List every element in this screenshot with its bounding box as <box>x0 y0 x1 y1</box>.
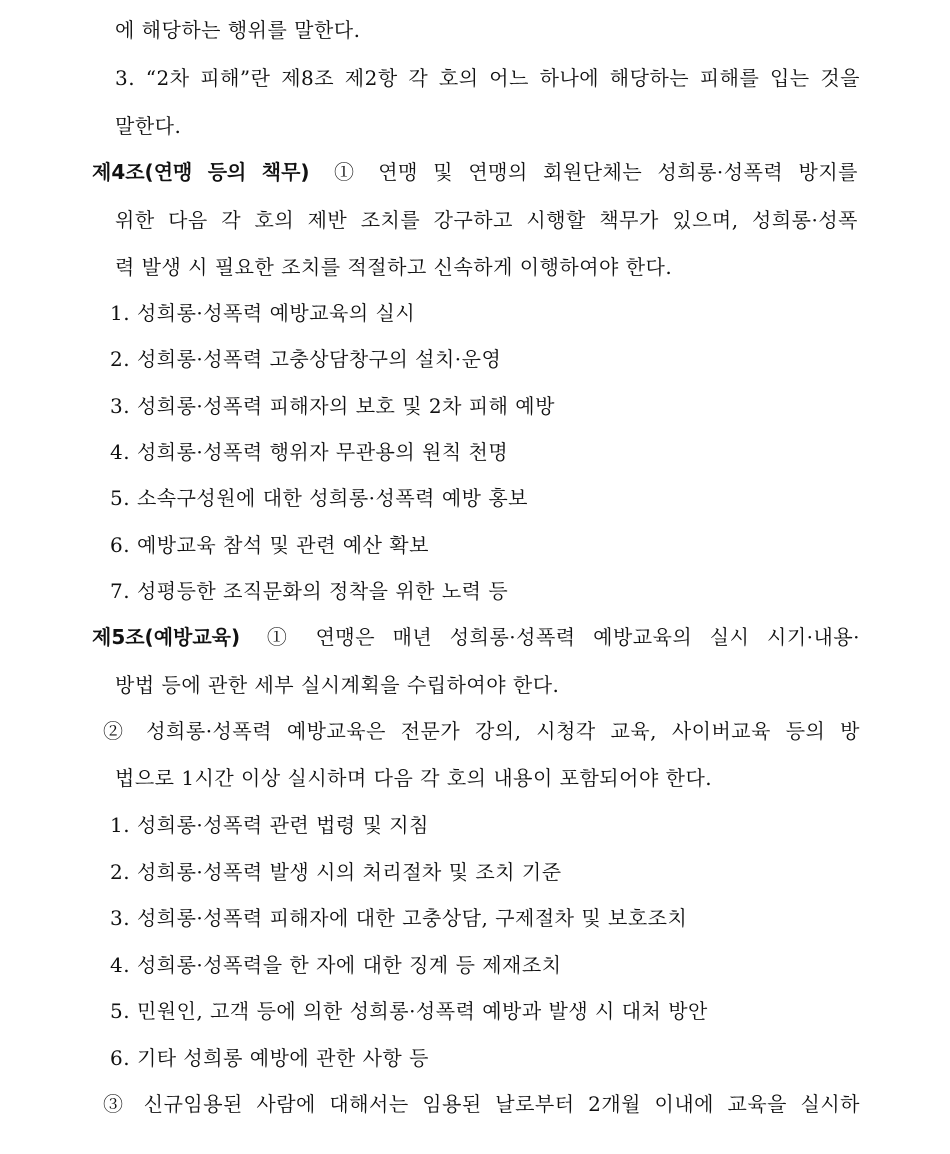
article-5-paragraph-3: ③ 신규임용된 사람에 대해서는 임용된 날로부터 2개월 이내에 교육을 실시하 <box>103 1092 860 1116</box>
text-line: 법으로 1시간 이상 실시하며 다음 각 호의 내용이 포함되어야 한다. <box>115 766 713 790</box>
article-5-heading: 제5조(예방교육) <box>92 625 241 649</box>
list-item: 2. 성희롱·성폭력 고충상담창구의 설치·운영 <box>110 347 502 371</box>
text-line: 에 해당하는 행위를 말한다. <box>115 18 361 42</box>
list-item: 3. 성희롱·성폭력 피해자의 보호 및 2차 피해 예방 <box>110 394 555 418</box>
article-4-heading: 제4조(연맹 등의 책무) <box>92 160 310 184</box>
text-line: 위한 다음 각 호의 제반 조치를 강구하고 시행할 책무가 있으며, 성희롱·성폭 <box>115 208 858 232</box>
article-4-first-line <box>92 160 858 184</box>
article-4-paragraph-1: ① 연맹 및 연맹의 회원단체는 성희롱·성폭력 방지를 <box>325 160 859 184</box>
list-item: 1. 성희롱·성폭력 예방교육의 실시 <box>110 301 416 325</box>
list-item: 7. 성평등한 조직문화의 정착을 위한 노력 등 <box>110 579 509 603</box>
list-item: 5. 소속구성원에 대한 성희롱·성폭력 예방 홍보 <box>110 486 528 510</box>
text-line: 력 발생 시 필요한 조치를 적절하고 신속하게 이행하여야 한다. <box>115 255 673 279</box>
list-item: 2. 성희롱·성폭력 발생 시의 처리절차 및 조치 기준 <box>110 860 562 884</box>
text-line: 방법 등에 관한 세부 실시계획을 수립하여야 한다. <box>115 673 560 697</box>
list-item: 6. 기타 성희롱 예방에 관한 사항 등 <box>110 1046 429 1070</box>
list-item: 5. 민원인, 고객 등에 의한 성희롱·성폭력 예방과 발생 시 대처 방안 <box>110 999 708 1023</box>
article-5-paragraph-1: ① 연맹은 매년 성희롱·성폭력 예방교육의 실시 시기·내용· <box>256 625 860 649</box>
article-5-paragraph-2: ② 성희롱·성폭력 예방교육은 전문가 강의, 시청각 교육, 사이버교육 등의 방 <box>103 719 860 743</box>
list-item: 3. 성희롱·성폭력 피해자에 대한 고충상담, 구제절차 및 보호조치 <box>110 906 688 930</box>
list-item: 6. 예방교육 참석 및 관련 예산 확보 <box>110 533 429 557</box>
text-line: 말한다. <box>115 114 182 138</box>
article-5-first-line <box>92 625 860 649</box>
list-item: 4. 성희롱·성폭력 행위자 무관용의 원칙 천명 <box>110 440 509 464</box>
list-item: 4. 성희롱·성폭력을 한 자에 대한 징계 등 제재조치 <box>110 953 562 977</box>
definition-item-3: 3. “2차 피해”란 제8조 제2항 각 호의 어느 하나에 해당하는 피해를 입는 것을 <box>115 66 860 90</box>
list-item: 1. 성희롱·성폭력 관련 법령 및 지침 <box>110 813 429 837</box>
